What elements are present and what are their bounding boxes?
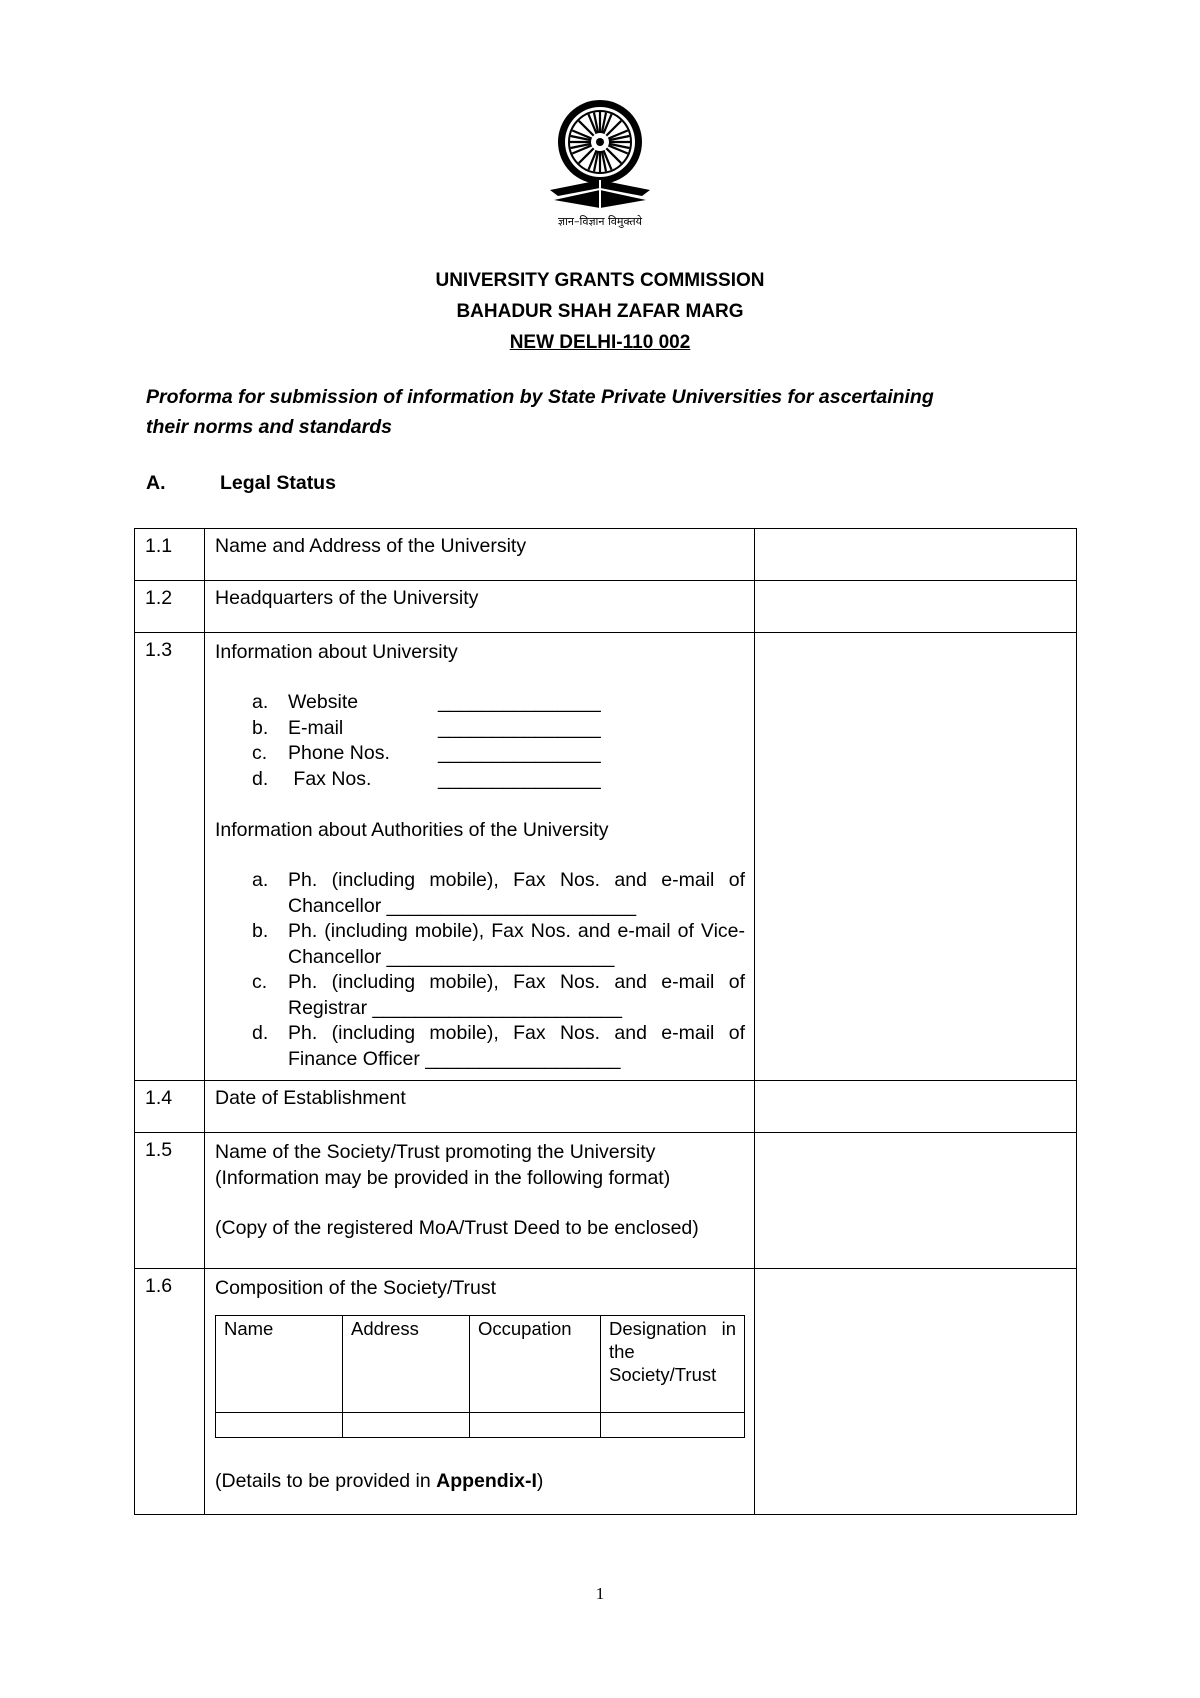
proforma-title-line1: Proforma for submission of information by State Private Universities for ascertaining <box>146 386 934 408</box>
row-number: 1.3 <box>135 633 205 1081</box>
list-marker: d. <box>252 767 269 790</box>
fill-in-blank[interactable]: _______________ <box>438 767 601 790</box>
row-label: Name and Address of the University <box>205 529 755 581</box>
list-marker: a. <box>252 869 269 891</box>
list-item <box>215 1021 745 1072</box>
row-number: 1.1 <box>135 529 205 581</box>
list-item <box>215 716 745 742</box>
list-marker: c. <box>252 742 268 764</box>
details-prefix: (Details to be provided in <box>215 1469 437 1492</box>
table-row <box>135 1081 1077 1133</box>
ugc-emblem-icon <box>532 96 668 212</box>
column-header-designation: Designation in the Society/Trust <box>601 1315 745 1412</box>
fill-in-blank[interactable]: _______________ <box>438 742 601 764</box>
list-item <box>215 741 745 767</box>
table-row <box>135 529 1077 581</box>
list-label: E-mail <box>288 716 344 739</box>
table-header-row <box>216 1315 745 1412</box>
fill-in-blank[interactable]: _______________ <box>438 716 601 739</box>
row-label: Date of Establishment <box>205 1081 755 1133</box>
list-item <box>215 868 745 919</box>
authority-registrar: Ph. (including mobile), Fax Nos. and e-mail of Registrar _______________________ <box>288 971 745 1019</box>
fill-in-blank[interactable]: _______________ <box>438 691 601 713</box>
column-header-name: Name <box>216 1315 343 1412</box>
row-number: 1.5 <box>135 1133 205 1269</box>
table-cell[interactable] <box>470 1412 601 1437</box>
row-description <box>205 1268 755 1514</box>
list-item <box>215 970 745 1021</box>
table-row <box>135 1133 1077 1269</box>
table-row <box>135 1268 1077 1514</box>
list-label: Fax Nos. <box>288 767 372 790</box>
row-label: Composition of the Society/Trust <box>215 1276 497 1299</box>
row-description <box>205 633 755 1081</box>
list-marker: b. <box>252 920 269 942</box>
header-organisation: UNIVERSITY GRANTS COMMISSION <box>435 270 765 291</box>
table-cell[interactable] <box>601 1412 745 1437</box>
list-item <box>215 767 745 793</box>
list-marker: c. <box>252 971 268 993</box>
authorities-label: Information about Authorities of the University <box>215 819 609 841</box>
row-number: 1.2 <box>135 581 205 633</box>
row-note: (Copy of the registered MoA/Trust Deed to be enclosed) <box>215 1217 699 1239</box>
page-number: 1 <box>595 1584 605 1603</box>
row-label: Information about University <box>215 641 458 663</box>
answer-cell[interactable] <box>755 581 1077 633</box>
authority-vice-chancellor: Ph. (including mobile), Fax Nos. and e-mail of Vice-Chancellor _____________________ <box>288 920 745 968</box>
row-number: 1.6 <box>135 1268 205 1514</box>
ugc-logo <box>520 96 680 229</box>
document-header <box>0 265 1200 358</box>
list-item <box>215 919 745 970</box>
table-cell[interactable] <box>343 1412 470 1437</box>
proforma-title-line2: their norms and standards <box>146 416 392 438</box>
section-title: Legal Status <box>220 472 336 494</box>
appendix-reference: Appendix-I <box>436 1469 537 1492</box>
answer-cell[interactable] <box>755 529 1077 581</box>
row-label: Name of the Society/Trust promoting the University <box>215 1141 656 1163</box>
list-label: Website <box>288 691 359 713</box>
list-marker: b. <box>252 716 269 739</box>
row-number: 1.4 <box>135 1081 205 1133</box>
row-sublabel: (Information may be provided in the following format) <box>215 1167 671 1189</box>
legal-status-table <box>134 528 1077 1515</box>
answer-cell[interactable] <box>755 1268 1077 1514</box>
table-row <box>135 633 1077 1081</box>
column-header-address: Address <box>343 1315 470 1412</box>
section-letter: A. <box>146 472 166 494</box>
header-city: NEW DELHI-110 002 <box>509 332 691 353</box>
list-item <box>215 690 745 716</box>
details-suffix: ) <box>536 1469 544 1492</box>
table-row <box>216 1412 745 1437</box>
list-label: Phone Nos. <box>288 742 390 764</box>
row-description <box>205 1133 755 1269</box>
authority-chancellor: Ph. (including mobile), Fax Nos. and e-mail of Chancellor _______________________ <box>288 869 745 917</box>
details-note <box>215 1468 745 1506</box>
answer-cell[interactable] <box>755 1133 1077 1269</box>
proforma-title <box>146 382 1066 442</box>
table-cell[interactable] <box>216 1412 343 1437</box>
logo-motto: ज्ञान–विज्ञान विमुक्तये <box>557 215 643 228</box>
list-marker: d. <box>252 1022 269 1044</box>
authority-finance-officer: Ph. (including mobile), Fax Nos. and e-mail of Finance Officer __________________ <box>288 1022 745 1070</box>
list-marker: a. <box>252 691 269 713</box>
table-row <box>135 581 1077 633</box>
answer-cell[interactable] <box>755 633 1077 1081</box>
answer-cell[interactable] <box>755 1081 1077 1133</box>
row-label: Headquarters of the University <box>205 581 755 633</box>
composition-table <box>215 1315 745 1438</box>
section-heading <box>146 472 336 495</box>
header-street: BAHADUR SHAH ZAFAR MARG <box>456 301 744 322</box>
column-header-occupation: Occupation <box>470 1315 601 1412</box>
